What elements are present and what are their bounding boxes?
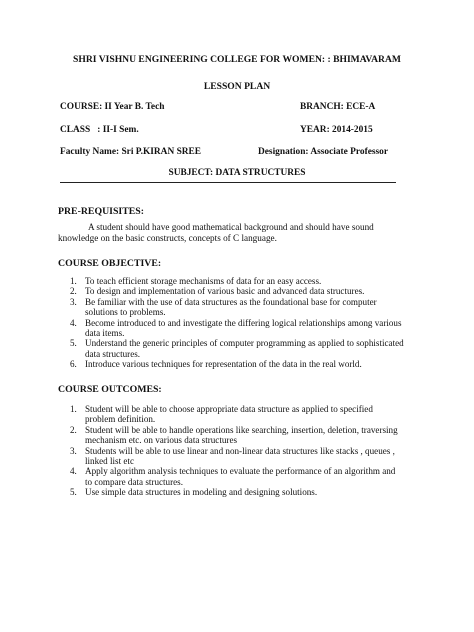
list-item-text: Become introduced to and investigate the differing logical relationships among various data items. [85, 317, 402, 339]
course-objective-heading: COURSE OBJECTIVE: [58, 258, 162, 269]
faculty-field: Faculty Name: Sri P.KIRAN SREE [60, 147, 202, 157]
objective-item [70, 297, 404, 318]
outcome-item [70, 487, 404, 497]
list-item-number: 1. [70, 276, 77, 286]
list-item-text: Apply algorithm analysis techniques to evaluate the performance of an algorithm and to compare data structures. [85, 466, 396, 487]
list-item-text: Use simple data structures in modeling and designing solutions. [85, 487, 318, 498]
list-item-number: 5. [70, 487, 77, 498]
list-item-number: 4. [70, 317, 77, 328]
list-item-text: Student will be able to choose appropriate data structure as applied to specified problem definition. [85, 404, 373, 425]
course-outcomes-list [70, 404, 404, 498]
objective-item [70, 338, 404, 359]
class-field: CLASS : II-I Sem. [60, 125, 139, 135]
subject-title: SUBJECT: DATA STRUCTURES [168, 168, 306, 178]
year-field: YEAR: 2014-2015 [300, 125, 373, 135]
list-item-number: 5. [70, 338, 77, 349]
list-item-text: Understand the generic principles of computer programming as applied to sophisticated data structures. [85, 338, 404, 359]
list-item-text: Student will be able to handle operations like searching, insertion, deletion, traversing mechanism etc. on various data structures [85, 424, 398, 446]
branch-field: BRANCH: ECE-A [300, 102, 376, 112]
document-title: LESSON PLAN [203, 81, 271, 92]
list-item-number: 2. [70, 424, 77, 435]
list-item-number: 2. [70, 286, 77, 297]
outcome-item [70, 425, 404, 446]
objective-item [70, 276, 404, 286]
outcome-item [70, 446, 404, 467]
list-item-number: 1. [70, 404, 77, 414]
list-item-number: 3. [70, 445, 77, 456]
list-item-number: 6. [70, 359, 77, 370]
prerequisites-text: A student should have good mathematical background and should have sound knowledge on the basic constructs, concepts of C language. [58, 222, 374, 243]
list-item-number: 3. [70, 296, 77, 307]
list-item-text: Introduce various techniques for representation of the data in the real world. [85, 359, 362, 370]
list-item-text: To teach efficient storage mechanisms of data for an easy access. [85, 276, 322, 286]
course-objective-list [70, 276, 404, 370]
prerequisites-heading: PRE-REQUISITES: [58, 206, 145, 217]
objective-item [70, 359, 404, 369]
outcome-item [70, 404, 404, 425]
list-item-number: 4. [70, 466, 77, 477]
course-outcomes-heading: COURSE OUTCOMES: [58, 384, 162, 395]
college-name: SHRI VISHNU ENGINEERING COLLEGE FOR WOMEN: : BHIMAVARAM [73, 54, 401, 65]
list-item-text: To design and implementation of various basic and advanced data structures. [85, 286, 365, 297]
objective-item [70, 318, 404, 339]
objective-item [70, 286, 404, 296]
list-item-text: Be familiar with the use of data structures as the foundational base for computer solutions to problems. [85, 296, 377, 318]
header-divider [60, 182, 396, 183]
outcome-item [70, 466, 404, 487]
designation-field: Designation: Associate Professor [258, 147, 389, 157]
course-field: COURSE: II Year B. Tech [60, 102, 165, 112]
list-item-text: Students will be able to use linear and non-linear data structures like stacks , queues , linked list etc [85, 445, 395, 467]
